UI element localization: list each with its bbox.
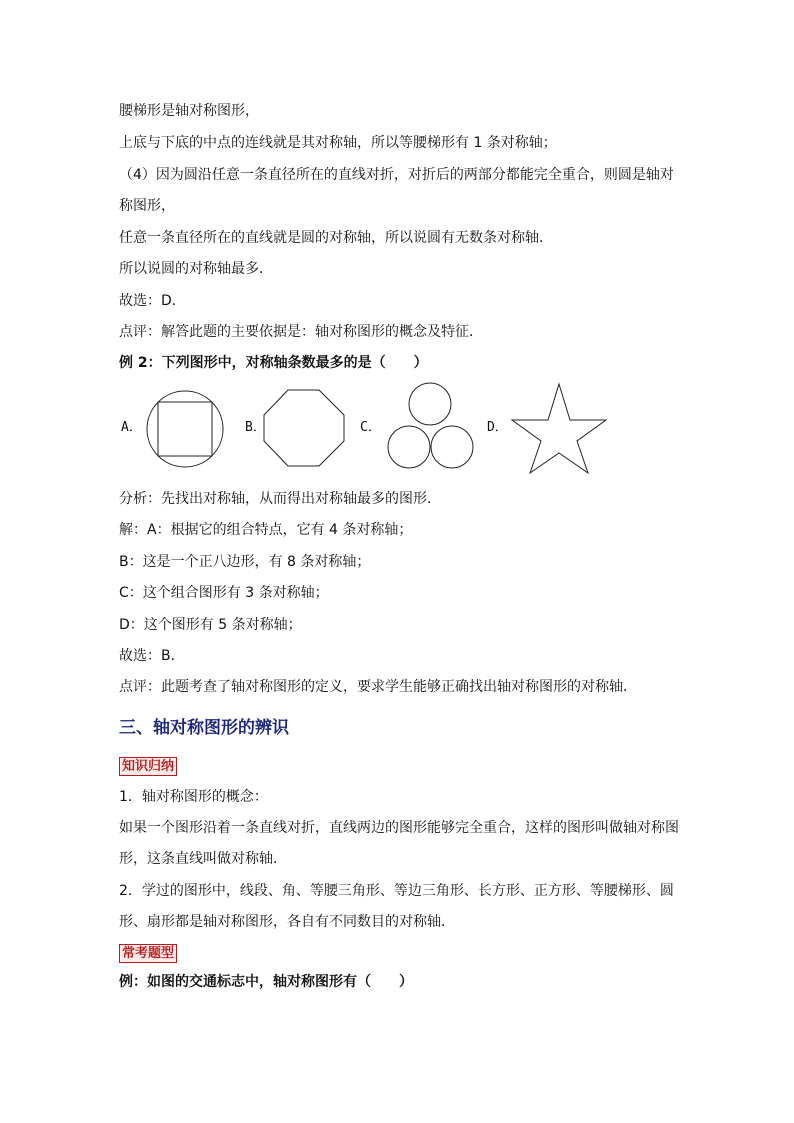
text-line: D：这个图形有 5 条对称轴； (119, 617, 302, 633)
text-line: 形、扇形都是轴对称图形，各自有不同数目的对称轴． (119, 914, 455, 930)
text-line: 2．学过的图形中，线段、角、等腰三角形、等边三角形、长方形、正方形、等腰梯形、圆 (119, 883, 674, 899)
text-line: 腰梯形是轴对称图形， (119, 103, 259, 119)
text-line: B：这是一个正八边形，有 8 条对称轴； (119, 554, 371, 570)
text-line: 所以说圆的对称轴最多． (119, 261, 273, 277)
text-line: 分析：先找出对称轴，从而得出对称轴最多的图形． (119, 491, 441, 507)
text-line: （4）因为圆沿任意一条直径所在的直线对折，对折后的两部分都能完全重合，则圆是轴对 (119, 167, 674, 183)
text-line: 1．轴对称图形的概念： (119, 789, 268, 805)
star-figure (510, 382, 608, 474)
option-c-label: C． (360, 420, 381, 435)
text-line: C：这个组合图形有 3 条对称轴； (119, 585, 329, 601)
text-line: 点评：此题考查了轴对称图形的定义，要求学生能够正确找出轴对称图形的对称轴． (119, 679, 637, 695)
option-d-label: D． (487, 420, 508, 435)
text-line: 故选：B． (119, 648, 185, 664)
text-line: 任意一条直径所在的直线就是圆的对称轴，所以说圆有无数条对称轴． (119, 230, 553, 246)
top-circle (409, 383, 451, 425)
octagon-figure (262, 388, 346, 468)
bottom-right-circle (431, 426, 473, 468)
text-line: 点评：解答此题的主要依据是：轴对称图形的概念及特征． (119, 324, 483, 340)
section-title: 三、轴对称图形的辨识 (119, 718, 289, 738)
option-a-label: A． (121, 420, 142, 435)
text-line: 称图形， (119, 198, 175, 214)
text-line: 解：A：根据它的组合特点，它有 4 条对称轴； (119, 522, 413, 538)
text-line: 上底与下底的中点的连线就是其对称轴，所以等腰梯形有 1 条对称轴； (119, 135, 557, 151)
example-2-question: 例 2：下列图形中，对称轴条数最多的是（ ） (119, 355, 428, 371)
bottom-left-circle (388, 426, 430, 468)
text-line: 形，这条直线叫做对称轴． (119, 851, 287, 867)
regular-octagon (264, 390, 344, 466)
five-point-star (512, 384, 606, 473)
option-b-label: B． (245, 420, 266, 435)
text-line: 如果一个图形沿着一条直线对折，直线两边的图形能够完全重合，这样的图形叫做轴对称图 (119, 820, 679, 836)
knowledge-summary-tag: 知识归纳 (119, 757, 177, 776)
text-line: 故选：D． (119, 293, 186, 309)
circle-square-figure (144, 388, 226, 470)
three-circles-figure (384, 381, 478, 471)
common-question-tag: 常考题型 (119, 944, 177, 963)
example-question: 例：如图的交通标志中，轴对称图形有（ ） (119, 974, 413, 990)
inscribed-square (158, 402, 212, 456)
